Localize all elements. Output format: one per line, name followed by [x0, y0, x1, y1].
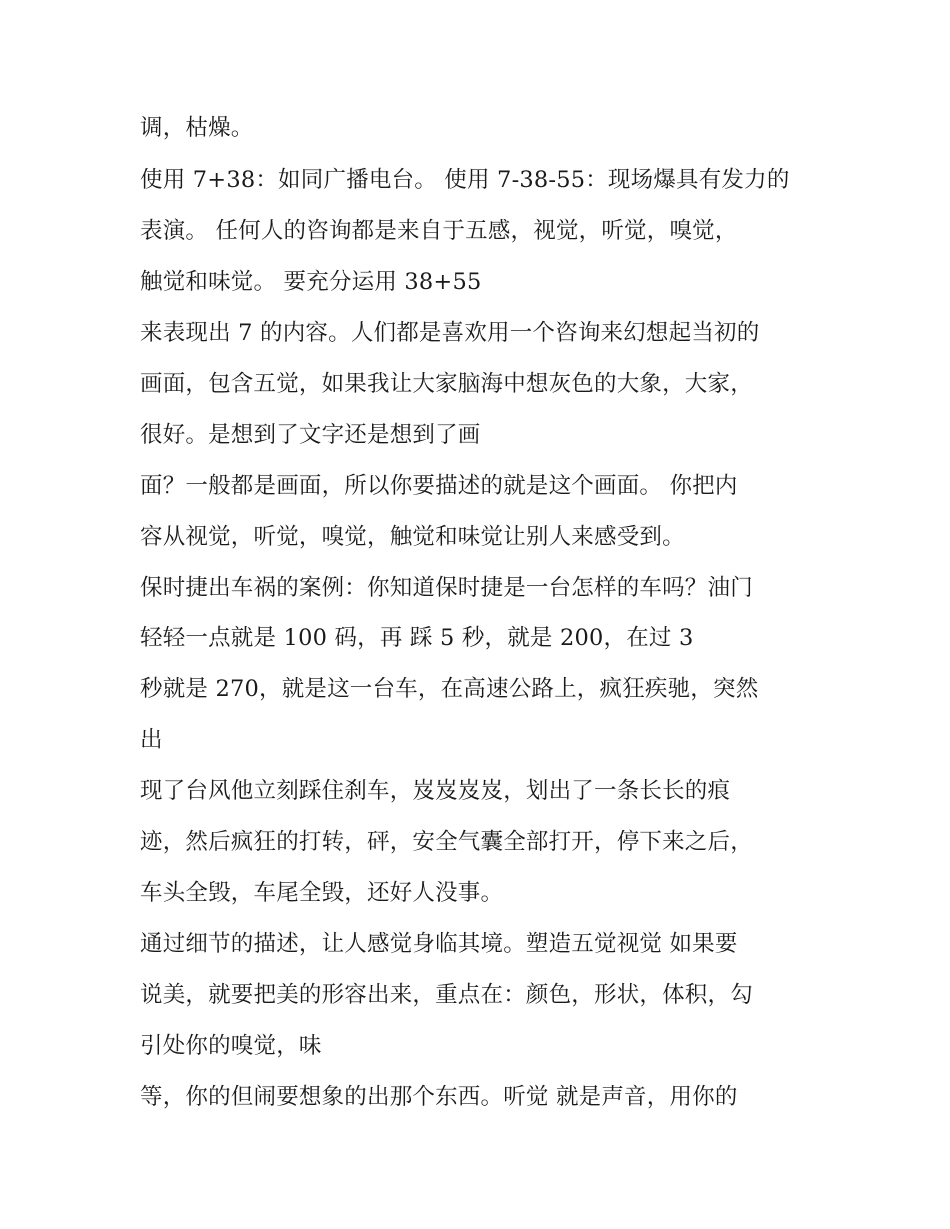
text-line: 秒就是 270，就是这一台车，在高速公路上，疯狂疾驰，突然 — [140, 676, 759, 702]
text-line: 轻轻一点就是 100 码，再 踩 5 秒，就是 200，在过 3 — [140, 625, 694, 651]
text-line: 画面，包含五觉，如果我让大家脑海中想灰色的大象，大家， — [140, 371, 753, 397]
text-line: 容从视觉，听觉，嗅觉，触觉和味觉让别人来感受到。 — [140, 524, 685, 550]
text-line: 现了台风他立刻踩住刹车，岌岌岌岌，划出了一条长长的痕 — [140, 778, 731, 804]
text-line: 表演。 任何人的咨询都是来自于五感，视觉，听觉，嗅觉， — [140, 218, 738, 244]
text-line: 来表现出 7 的内容。人们都是喜欢用一个咨询来幻想起当初的 — [140, 320, 760, 346]
text-line: 触觉和味觉。 要充分运用 38+55 — [140, 269, 482, 295]
text-line: 保时捷出车祸的案例：你知道保时捷是一台怎样的车吗？油门 — [140, 575, 753, 601]
text-line: 说美，就要把美的形容出来，重点在：颜色，形状，体积，勾 — [140, 982, 753, 1008]
text-line: 使用 7+38：如同广播电台。 使用 7-38-55：现场爆具有发力的 — [140, 167, 790, 193]
text-line: 很好。是想到了文字还是想到了画 — [140, 422, 481, 448]
text-line: 车头全毁，车尾全毁，还好人没事。 — [140, 880, 504, 906]
text-line: 迹，然后疯狂的打转，砰，安全气囊全部打开，停下来之后， — [140, 829, 753, 855]
text-line: 通过细节的描述，让人感觉身临其境。塑造五觉视觉 如果要 — [140, 931, 738, 957]
text-line: 调，枯燥。 — [140, 115, 254, 141]
text-line: 等，你的但闹要想象的出那个东西。听觉 就是声音，用你的 — [140, 1084, 738, 1110]
text-line: 出 — [140, 727, 163, 753]
text-line: 引处你的嗅觉，味 — [140, 1033, 322, 1059]
text-line: 面？一般都是画面，所以你要描述的就是这个画面。 你把内 — [140, 473, 738, 499]
